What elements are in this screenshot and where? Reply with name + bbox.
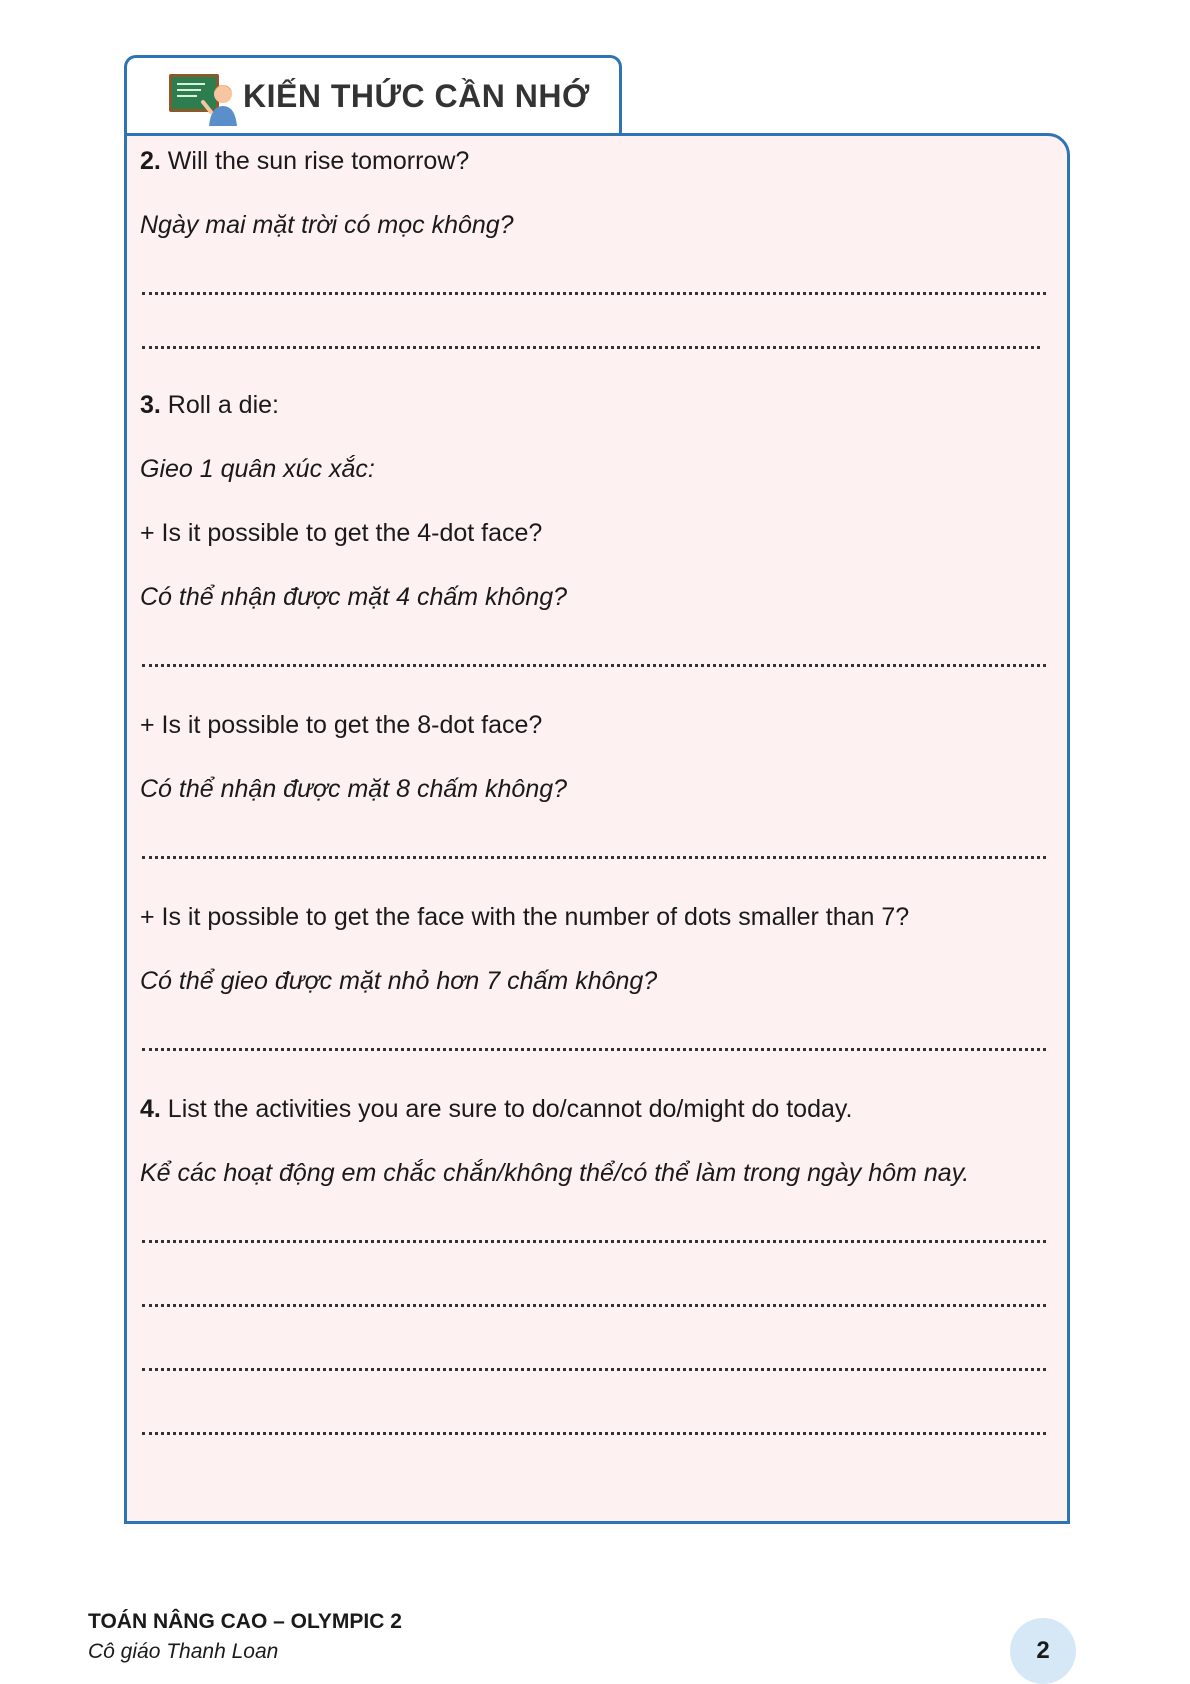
question-number: 3. bbox=[140, 391, 161, 419]
answer-line[interactable] bbox=[142, 1432, 1046, 1435]
section-title: KIẾN THỨC CẦN NHỚ bbox=[243, 78, 590, 114]
footer-title: TOÁN NÂNG CAO – OLYMPIC 2 bbox=[88, 1610, 402, 1633]
answer-line[interactable] bbox=[142, 1368, 1046, 1371]
teacher-blackboard-icon bbox=[167, 70, 239, 126]
question-number: 4. bbox=[140, 1095, 161, 1123]
answer-line[interactable] bbox=[142, 1304, 1046, 1307]
answer-line[interactable] bbox=[142, 346, 1040, 349]
question-3-sub3-vi: Có thể gieo được mặt nhỏ hơn 7 chấm không? bbox=[140, 967, 658, 995]
question-2 bbox=[140, 146, 469, 176]
question-3-sub1: + Is it possible to get the 4-dot face? bbox=[140, 519, 543, 547]
question-3-sub3: + Is it possible to get the face with the number of dots smaller than 7? bbox=[140, 903, 910, 931]
answer-line[interactable] bbox=[142, 856, 1046, 859]
question-text-en: Roll a die: bbox=[160, 391, 279, 419]
question-3-sub1-vi: Có thể nhận được mặt 4 chấm không? bbox=[140, 583, 568, 611]
page-number: 2 bbox=[1010, 1618, 1076, 1684]
header-tab bbox=[124, 55, 622, 135]
question-3 bbox=[140, 390, 279, 420]
answer-line[interactable] bbox=[142, 1048, 1046, 1051]
footer-author: Cô giáo Thanh Loan bbox=[88, 1640, 279, 1663]
question-4-vi: Kể các hoạt động em chắc chắn/không thể/có thể làm trong ngày hôm nay. bbox=[140, 1159, 970, 1187]
question-text-en: Will the sun rise tomorrow? bbox=[160, 147, 470, 175]
question-4 bbox=[140, 1094, 852, 1124]
answer-line[interactable] bbox=[142, 292, 1046, 295]
question-3-vi: Gieo 1 quân xúc xắc: bbox=[140, 455, 375, 483]
content-box bbox=[124, 133, 1070, 1524]
question-3-sub2: + Is it possible to get the 8-dot face? bbox=[140, 711, 543, 739]
question-3-sub2-vi: Có thể nhận được mặt 8 chấm không? bbox=[140, 775, 568, 803]
question-number: 2. bbox=[140, 147, 161, 175]
answer-line[interactable] bbox=[142, 664, 1046, 667]
question-text-en: List the activities you are sure to do/cannot do/might do today. bbox=[160, 1095, 853, 1123]
question-2-vi: Ngày mai mặt trời có mọc không? bbox=[140, 211, 514, 239]
answer-line[interactable] bbox=[142, 1240, 1046, 1243]
